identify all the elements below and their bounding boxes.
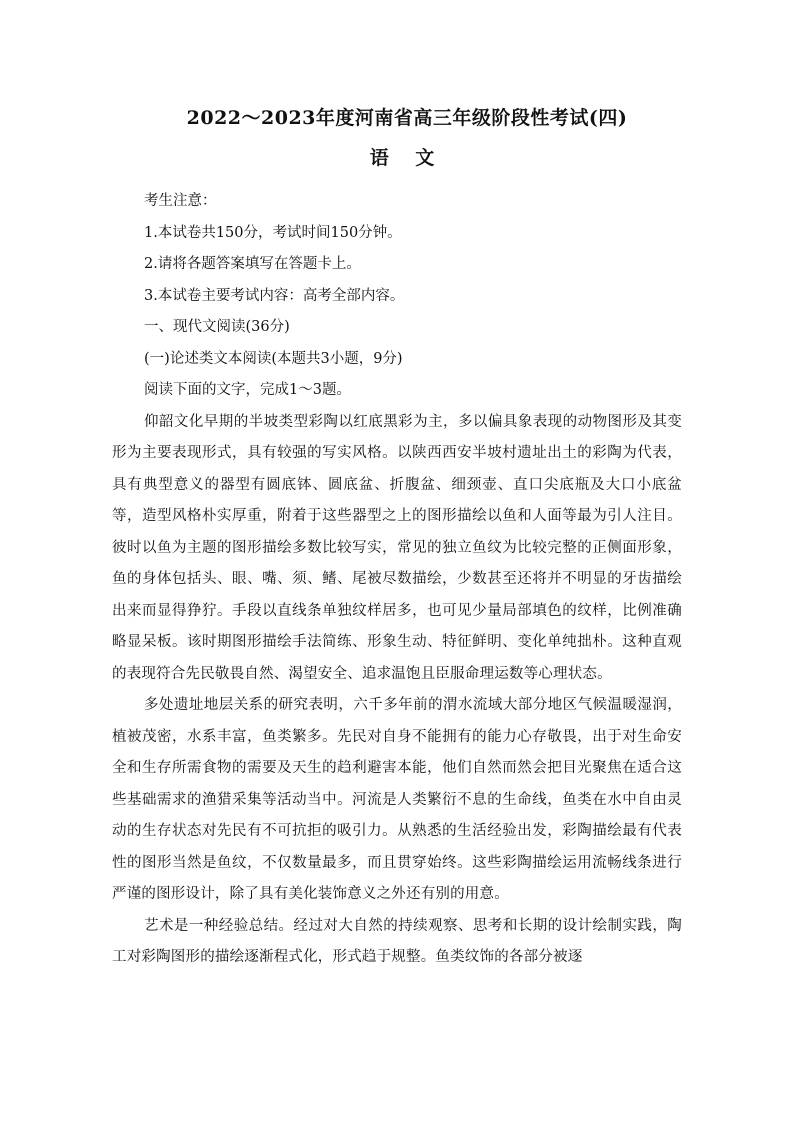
notice-item-3: 3.本试卷主要考试内容：高考全部内容。 <box>144 287 405 304</box>
passage-paragraph-3: 艺术是一种经验总结。经过对大自然的持续观察、思考和长期的设计绘制实践，陶工对彩陶图形的描绘逐渐程式化，形式趋于规整。鱼类纹饰的各部分被逐 <box>112 917 682 965</box>
passage-paragraph-1: 仰韶文化早期的半坡类型彩陶以红底黑彩为主，多以偏具象表现的动物图形及其变形为主要表现形式，具有较强的写实风格。以陕西西安半坡村遗址出土的彩陶为代表，具有典型意义的器型有圆底钵、圆底盆、折腹盆、细颈壶、直口尖底瓶及大口小底盆等，造型风格朴实厚重，附着于这些器型之上的图形描绘以鱼和人面等最为引人注目。彼时以鱼为主题的图形描绘多数比较写实，常见的独立鱼纹为比较完整的正侧面形象，鱼的身体包括头、眼、嘴、须、鳍、尾被尽数描绘，少数甚至还将并不明显的牙齿描绘出来而显得狰狞。手段以直线条单独纹样居多，也可见少量局部填色的纹样，比例准确略显呆板。该时期图形描绘手法简练、形象生动、特征鲜明、变化单纯拙朴。这种直观的表现符合先民敬畏自然、渴望安全、追求温饱且臣服命理运数等心理状态。 <box>112 413 682 682</box>
passage-paragraph-2: 多处遗址地层关系的研究表明，六千多年前的渭水流域大部分地区气候温暖湿润，植被茂密，水系丰富，鱼类繁多。先民对自身不能拥有的能力心存敬畏，出于对生命安全和生存所需食物的需要及天生的趋利避害本能，他们自然而然会把目光聚焦在适合这些基础需求的渔猎采集等活动当中。河流是人类繁衍不息的生命线，鱼类在水中自由灵动的生存状态对先民有不可抗拒的吸引力。从熟悉的生活经验出发，彩陶描绘最有代表性的图形当然是鱼纹，不仅数量最多，而且贯穿始终。这些彩陶描绘运用流畅线条进行严谨的图形设计，除了具有美化装饰意义之外还有别的用意。 <box>112 697 682 902</box>
notice-item-2: 2.请将各题答案填写在答题卡上。 <box>144 256 361 272</box>
notice-heading: 考生注意： <box>144 193 217 209</box>
exam-body <box>112 186 682 974</box>
notice-item-1: 1.本试卷共150分，考试时间150分钟。 <box>144 224 402 241</box>
subsection-heading: (一)论述类文本阅读(本题共3小题，9分) <box>144 350 403 367</box>
exam-title: 2022～2023年度河南省高三年级阶段性考试(四) <box>186 107 628 129</box>
subject-title: 语 文 <box>369 147 445 169</box>
section-heading: 一、现代文阅读(36分) <box>144 319 290 335</box>
reading-instruction: 阅读下面的文字，完成1～3题。 <box>144 382 351 398</box>
